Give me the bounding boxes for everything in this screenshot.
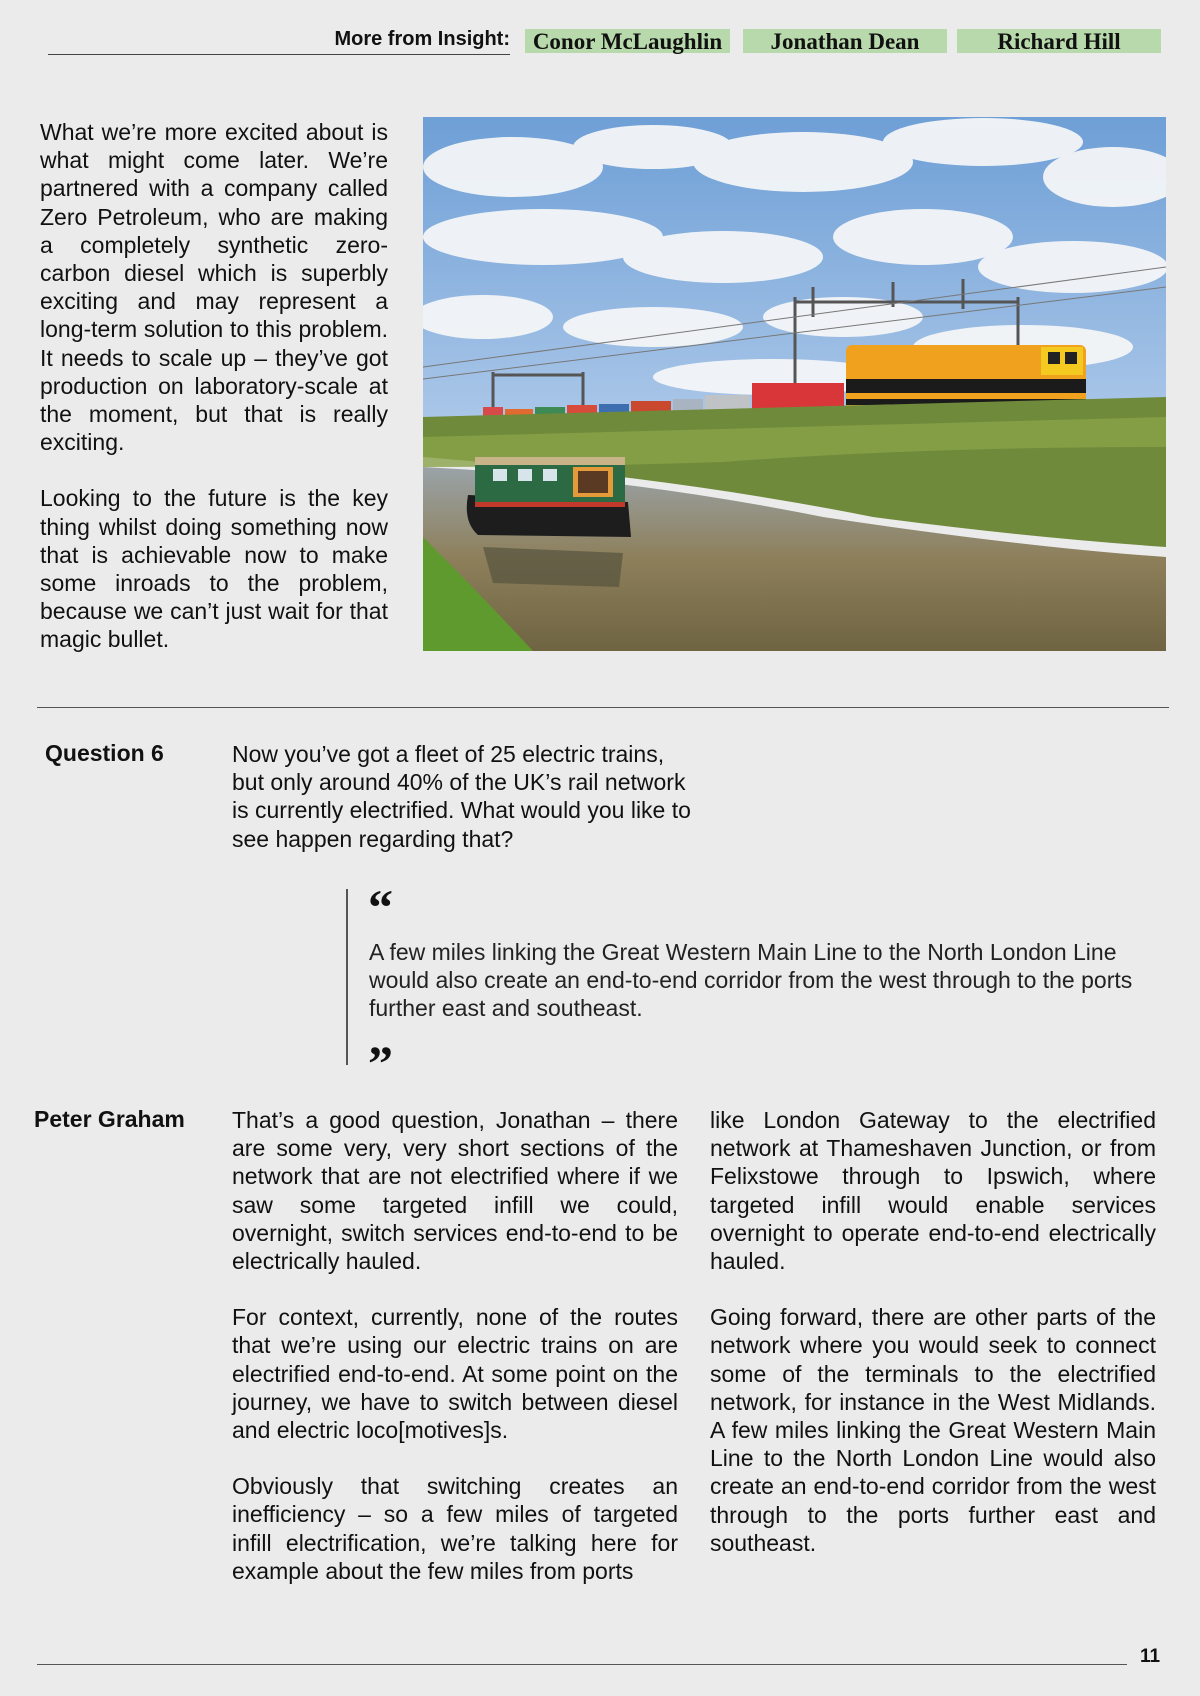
author-link-richard[interactable]: Richard Hill	[957, 29, 1161, 53]
pull-quote-text: A few miles linking the Great Western Main Line to the North London Line would also create an end-to-end corridor from the west through to the ports further east and southeast.	[369, 939, 1133, 1022]
question-label: Question 6	[45, 740, 164, 766]
intro-paragraph: Looking to the future is the key thing whilst doing something now that is achievable now to make some inroads to the problem, because we can’t just wait for that magic bullet.	[40, 485, 388, 653]
question-text: Now you’ve got a fleet of 25 electric trains, but only around 40% of the UK’s rail network is currently electrified. What would you like to see happen regarding that?	[232, 741, 691, 852]
intro-column	[40, 118, 388, 682]
answer-paragraph: Going forward, there are other parts of the network where you would seek to connect some of the terminals to the electrified network, for instance in the West Midlands. A few miles linking the Great Western Main Line to the North London Line would also create an end-to-end corridor from the west through to the ports further east and southeast.	[710, 1304, 1156, 1556]
answer-paragraph: Obviously that switching creates an inefficiency – so a few miles of targeted infill electrification, we’re talking here for example about the few miles from ports	[232, 1473, 678, 1584]
footer-rule	[37, 1664, 1127, 1665]
close-quote-mark: ”	[368, 1035, 393, 1091]
pull-quote-bar	[346, 889, 348, 1065]
author-link-jonathan[interactable]: Jonathan Dean	[743, 29, 947, 53]
answer-paragraph: That’s a good question, Jonathan – there are some very, very short sections of the network that are not electrified where if we saw some targeted infill we could, overnight, switch services end-to-end to be electrically hauled.	[232, 1107, 678, 1275]
canal-train-photo	[423, 117, 1166, 651]
intro-paragraph: What we’re more excited about is what might come later. We’re partnered with a company called Zero Petroleum, who are making a completely synthetic zero-carbon diesel which is superbly exciting and may represent a long-term solution to this problem. It needs to scale up – they’ve got production on laboratory-scale at the moment, but that is really exciting.	[40, 119, 388, 456]
answer-column-1	[232, 1106, 678, 1613]
answer-column-2	[710, 1106, 1156, 1585]
open-quote-mark: “	[368, 879, 393, 935]
author-link-conor[interactable]: Conor McLaughlin	[525, 29, 730, 53]
section-divider	[37, 707, 1169, 708]
answer-paragraph: like London Gateway to the electrified network at Thameshaven Junction, or from Felixstowe through to Ipswich, where targeted infill would enable services overnight to operate end-to-end electrically hauled.	[710, 1107, 1156, 1275]
more-from-label: More from Insight:	[334, 28, 510, 50]
more-from-rule	[48, 54, 510, 55]
page-number: 11	[1140, 1646, 1161, 1667]
answer-paragraph: For context, currently, none of the routes that we’re using our electric trains on are electrified end-to-end. At some point on the journey, we have to switch between diesel and electric loco[motives]s.	[232, 1304, 678, 1444]
speaker-name: Peter Graham	[34, 1106, 185, 1132]
